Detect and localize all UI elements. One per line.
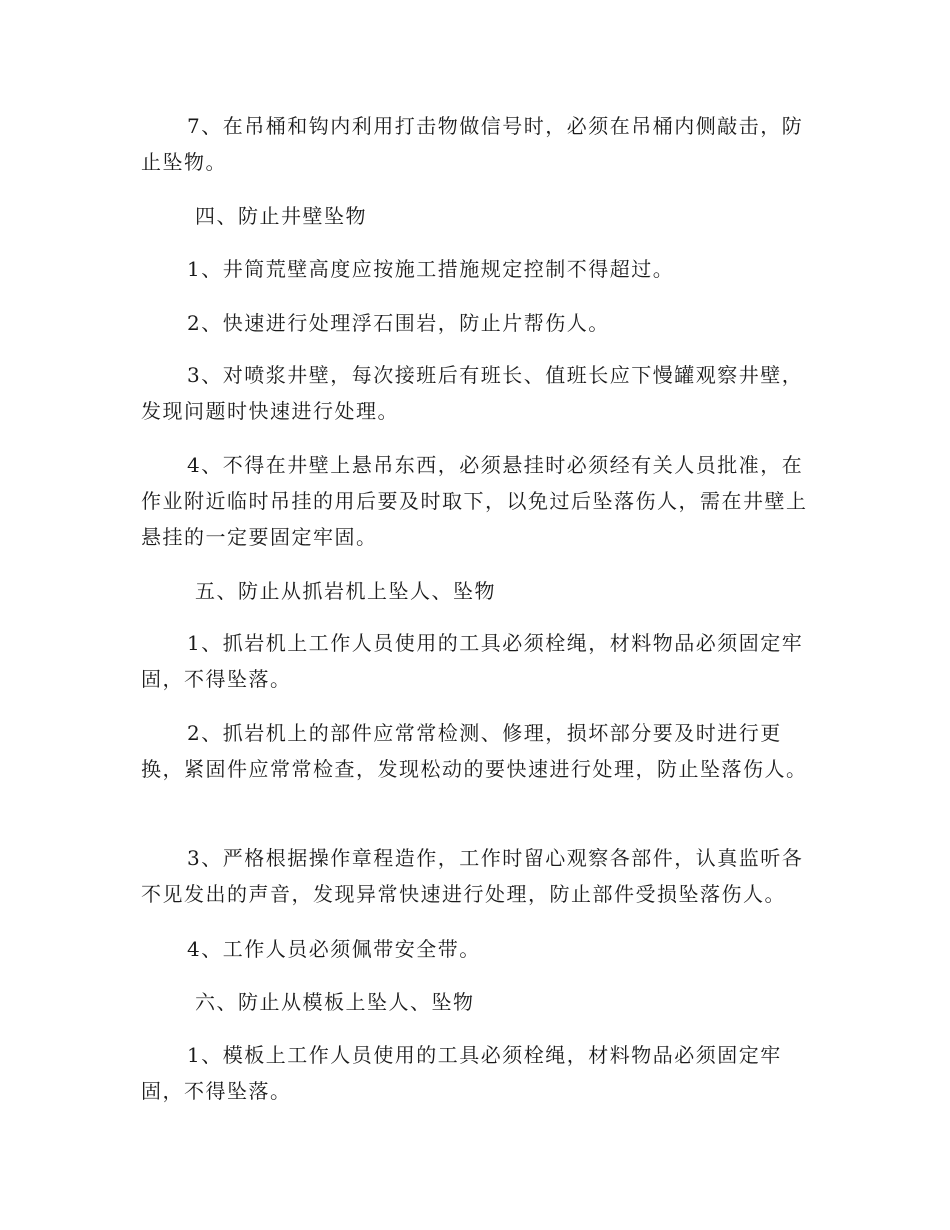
paragraph-1-grab-tools: 1、抓岩机上工作人员使用的工具必须栓绳，材料物品必须固定牢固，不得坠落。 bbox=[141, 631, 804, 691]
paragraph-3-shotcrete: 3、对喷浆井壁，每次接班后有班长、值班长应下慢罐观察井壁，发现问题时快速进行处理。 bbox=[141, 363, 804, 423]
section-heading-4: 四、防止井壁坠物 bbox=[195, 204, 367, 228]
paragraph-1-formwork-tools: 1、模板上工作人员使用的工具必须栓绳，材料物品必须固定牢固，不得坠落。 bbox=[141, 1043, 782, 1103]
section-heading-5: 五、防止从抓岩机上坠人、坠物 bbox=[195, 579, 496, 603]
paragraph-4-safety-belt: 4、工作人员必须佩带安全带。 bbox=[187, 937, 481, 961]
paragraph-2-grab-parts: 2、抓岩机上的部件应常常检测、修理，损坏部分要及时进行更换，紧固件应常常检查，发现松动的要快速进行处理，防止坠落伤人。 bbox=[141, 721, 808, 781]
paragraph-1-wall-height: 1、井筒荒壁高度应按施工措施规定控制不得超过。 bbox=[187, 257, 675, 281]
paragraph-2-loose-rock: 2、快速进行处理浮石围岩，防止片帮伤人。 bbox=[187, 311, 610, 335]
paragraph-7-signal: 7、在吊桶和钩内利用打击物做信号时，必须在吊桶内侧敲击，防止坠物。 bbox=[141, 114, 804, 174]
paragraph-4-hanging: 4、不得在井壁上悬吊东西，必须悬挂时必须经有关人员批准，在作业附近临时吊挂的用后要及时取下，以免过后坠落伤人，需在井壁上悬挂的一定要固定牢固。 bbox=[141, 453, 808, 549]
paragraph-3-operation: 3、严格根据操作章程造作，工作时留心观察各部件，认真监听各不见发出的声音，发现异常快速进行处理，防止部件受损坠落伤人。 bbox=[141, 846, 804, 906]
section-heading-6: 六、防止从模板上坠人、坠物 bbox=[195, 990, 475, 1014]
